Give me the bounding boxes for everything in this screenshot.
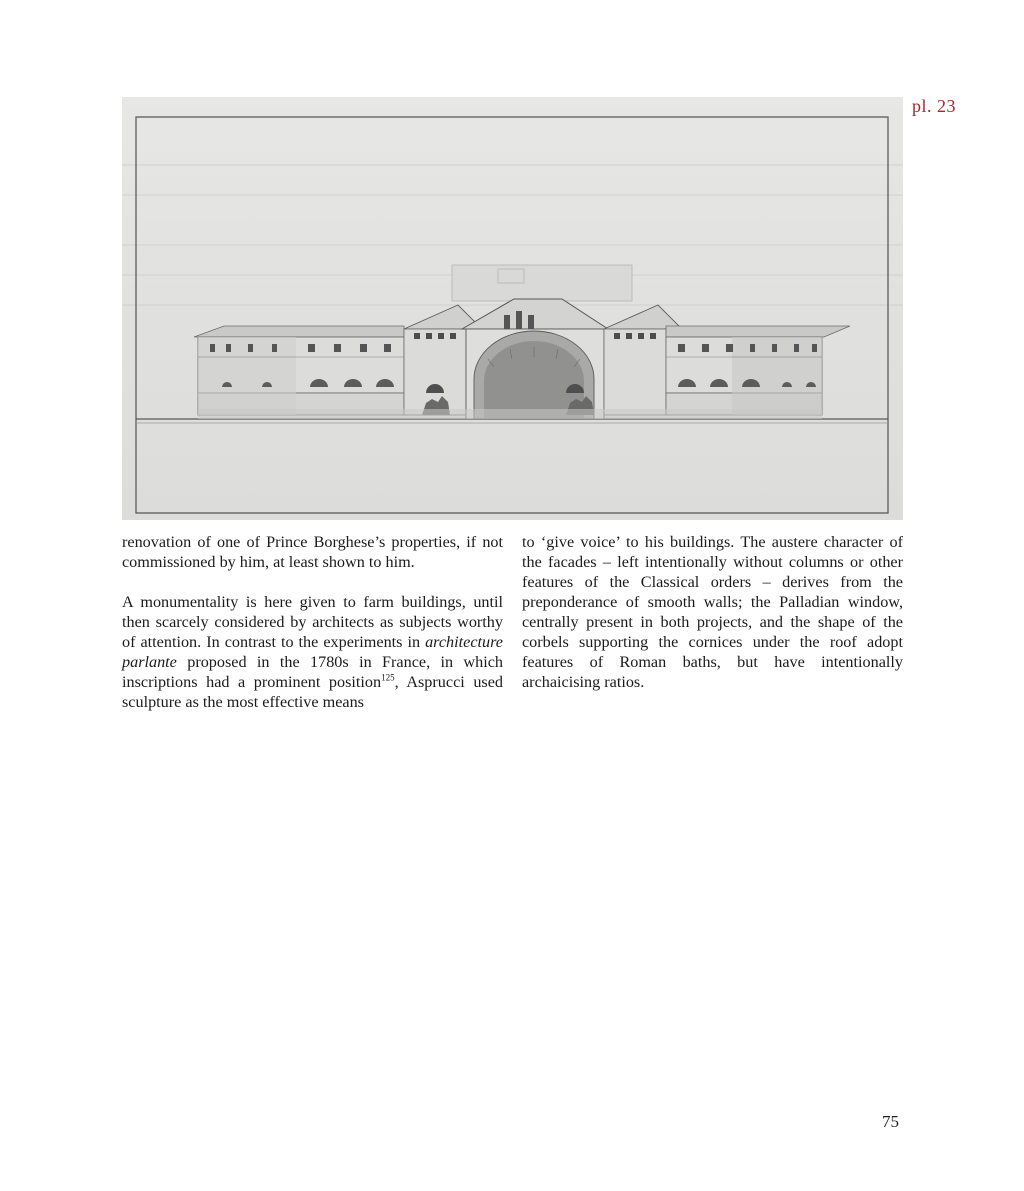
page-number: 75 xyxy=(882,1112,899,1131)
left-wing xyxy=(194,305,482,415)
paragraph xyxy=(122,592,503,712)
text-column-right xyxy=(522,532,903,692)
paragraph-text: proposed in the 1780s in France, in which inscriptions had a prominent position xyxy=(122,653,503,691)
plate-label: pl. 23 xyxy=(912,96,957,116)
elevation-svg xyxy=(122,97,903,520)
architectural-elevation-drawing xyxy=(122,97,903,520)
paragraph: renovation of one of Prince Borghese’s properties, if not commissioned by him, at least shown to him. xyxy=(122,533,503,571)
italic-term: architecture parlante xyxy=(122,633,503,671)
paragraph-text: A monumentality is here given to farm buildings, until then scarcely considered by architects as subjects worthy of attention. In contrast to the experiments in xyxy=(122,593,503,651)
paragraph-text: , Asprucci used sculpture as the most effective means xyxy=(122,673,503,711)
paragraph: to ‘give voice’ to his buildings. The austere character of the facades – left intentionally without columns or other features of the Classical orders – derives from the preponderance of smooth walls; the Palladian window, centrally present in both projects, and the shape of the corbels supporting the cornices under the roof adopt features of Roman baths, but have intentionally archaicising ratios. xyxy=(522,533,903,691)
text-column-left xyxy=(122,532,503,712)
right-wing xyxy=(566,305,850,415)
footnote-ref: 125 xyxy=(381,672,395,683)
